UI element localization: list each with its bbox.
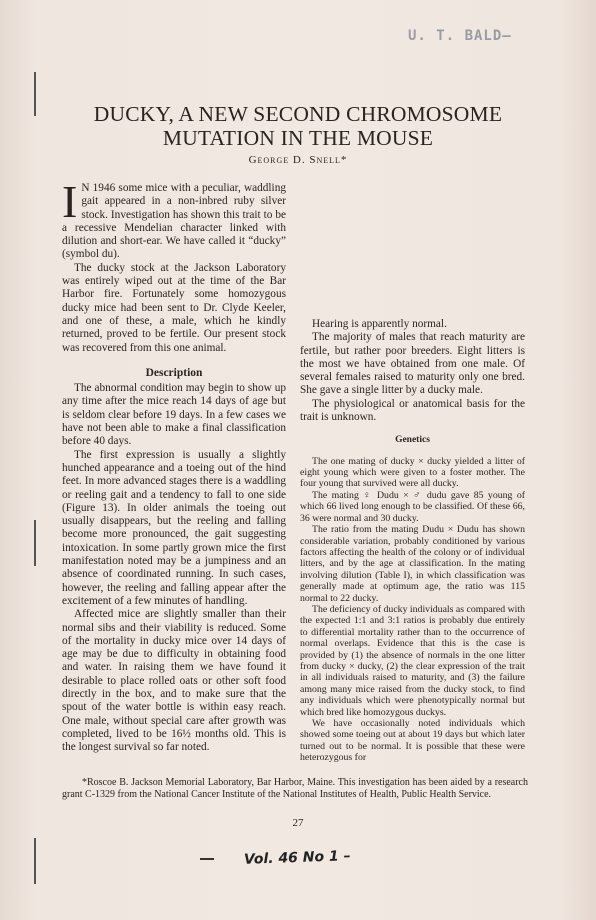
author-byline: George D. Snell* (248, 154, 348, 166)
drop-cap: I (62, 176, 78, 227)
left-column (62, 176, 286, 754)
footnote-text: *Roscoe B. Jackson Memorial Laboratory, Bar Harbor, Maine. This investigation has been aided by a research grant C-1329 from the National Cancer Institute of the National Institutes of Health, Public Health Service. (62, 777, 528, 800)
binding-mark-top (34, 72, 36, 116)
genetics-paragraph-4: The deficiency of ducky individuals as compared with the expected 1:1 and 3:1 ratios is probably due entirely to differential mortality rather than to the occurrence of normal overlaps. Evidence that this is the case is provided by (1) the absence of normals in the one litter from ducky × ducky, (2) the clear expression of the trait in all individuals raised to maturity, and (3) the failure among many mice raised from the ducky stock, to find any individuals which were phenotypically normal but which bred like homozygous duckys. (300, 603, 526, 718)
title-line-2: MUTATION IN THE MOUSE (162, 126, 434, 150)
description-heading: Description (145, 366, 203, 379)
genetics-paragraph-2: The mating ♀ Dudu × ♂ dudu gave 85 young of which 66 lived long enough to be classified. Of these 66, 36 were normal and 30 ducky. (300, 489, 525, 524)
handwritten-volume-note: Vol. 46 No 1 – (243, 848, 351, 868)
description-paragraph-4: Hearing is apparently normal. (312, 318, 447, 330)
handwritten-dash (200, 858, 214, 860)
description-paragraph-2: The first expression is usually a slightly hunched appearance and a toeing out of the hind feet. In more advanced stages there is a waddling or reeling gait and a tendency to fall to one side (Figure 13). In older animals the toeing out usually disappears, but the reeling and falling become more pronounced, the gait suggesting intoxication. In some partly grown mice the first manifestation noted may be a jumpiness and an absence of coordinated running. In such cases, however, the reeling and falling appear after the excitement of a few minutes of handling. (62, 448, 286, 607)
article-title (40, 102, 556, 150)
intro-paragraph-1: I N 1946 some mice with a peculiar, waddling gait appeared in a non-inbred ruby silver stock. Investigation has shown this trait to be a recessive Mendelian character linked with dilution and short-ear. We have called it “ducky” (symbol du). (62, 176, 286, 261)
description-paragraph-5: The majority of males that reach maturity are fertile, but rather poor breeders. Eight litters is the most we have obtained from one male. Of several females raised to maturity only one bred. She gave a single litter by a ducky male. (300, 331, 525, 397)
intro-paragraph-2: The ducky stock at the Jackson Laboratory was entirely wiped out at the time of the Bar Harbor fire. Fortunately some homozygous ducky mice had been sent to Dr. Clyde Keeler, and one of these, a male, which he kindly returned, proved to be fertile. Our present stock was recovered from this one animal. (62, 261, 286, 354)
genetics-heading: Genetics (395, 435, 430, 446)
title-line-1: DUCKY, A NEW SECOND CHROMOSOME (93, 102, 503, 126)
description-paragraph-1: The abnormal condition may begin to show up any time after the mice reach 14 days of age but is seldom clear before 19 days. In a few cases we have not been able to make a final classification before 40 days. (62, 382, 286, 448)
genetics-paragraph-3: The ratio from the mating Dudu × Dudu has shown considerable variation, probably conditioned by various factors affecting the health of the colony or of individual litters, and by the age at classification. In the mating involving dilution (Table I), in which classification was generally made at optimum age, the ratio was 115 normal to 22 ducky. (300, 524, 525, 604)
genetics-section (300, 456, 525, 764)
right-column (300, 318, 525, 764)
library-stamp: U. T. BALD— (408, 28, 512, 44)
footnote (62, 777, 528, 801)
genetics-paragraph-5: We have occasionally noted individuals which showed some toeing out at about 19 days but which later turned out to be normal. It is possible that these were heterozygous for (300, 718, 525, 764)
genetics-paragraph-1: The one mating of ducky × ducky yielded a litter of eight young which were given to a foster mother. The four young that survived were all ducky. (300, 455, 525, 490)
page-number: 27 (292, 817, 304, 829)
description-paragraph-3: Affected mice are slightly smaller than their normal sibs and their viability is reduced. Some of the mortality in ducky mice over 14 days of age may be due to difficulty in obtaining food and water. In raising them we have found it desirable to place rolled oats or other soft food directly in the box, and to make sure that the spout of the water bottle is within easy reach. One male, without special care after growth was completed, lived to be 16½ months old. This is the longest survival so far noted. (62, 608, 286, 754)
binding-mark-bottom (34, 838, 36, 884)
description-paragraph-6: The physiological or anatomical basis for the trait is unknown. (300, 397, 525, 424)
binding-mark-middle (34, 520, 36, 566)
